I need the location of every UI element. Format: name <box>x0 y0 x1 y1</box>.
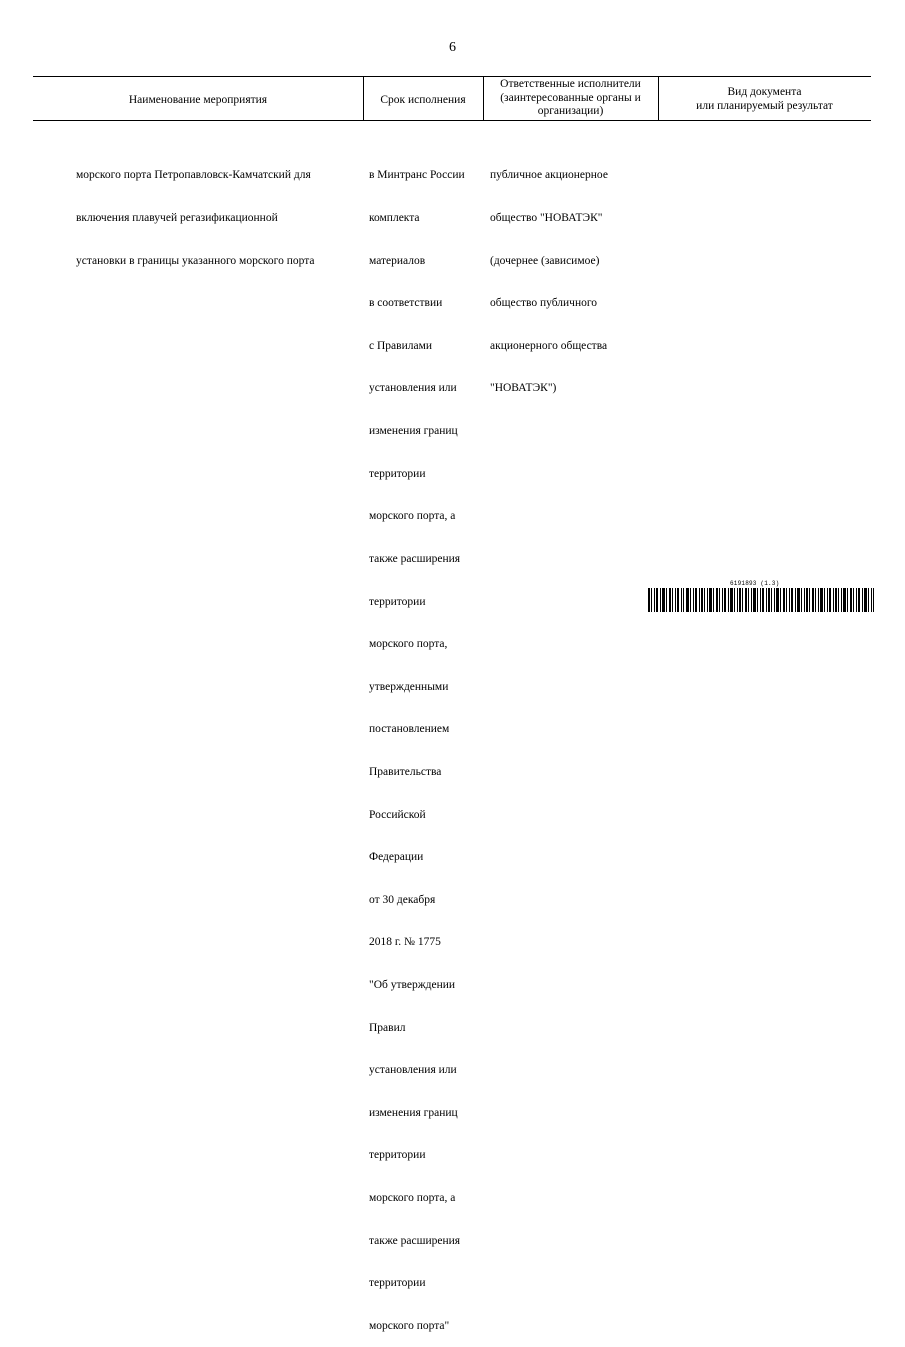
header-responsible: Ответственные исполнители (заинтересованные органы и организации) <box>500 78 641 117</box>
row-activity-cell: морского порта Петропавловск-Камчатский для включения плавучей регазификационной установки в границы указанного морского порта <box>76 169 315 267</box>
barcode <box>648 588 874 612</box>
table-header-bottom-rule <box>33 120 871 121</box>
header-deadline: Срок исполнения <box>380 94 466 106</box>
row-responsible-cell: публичное акционерное общество "НОВАТЭК" (дочернее (зависимое) общество публичного акционерного общества "НОВАТЭК") <box>490 169 608 395</box>
table-top-rule <box>33 76 871 77</box>
barcode-number: 6191893 (1.3) <box>730 580 780 587</box>
header-activity: Наименование мероприятия <box>128 94 268 106</box>
header-result: Вид документа или планируемый результат <box>696 86 833 112</box>
row-deadline-cell: в Минтранс России комплекта материалов в соответствии с Правилами установления или изменения границ территории морского порта, а также расширения территории морского порта, утвержденными постановлением Правительства Российской Федерации от 30 декабря 2018 г. № 1775 "Об утверждении Правил установления или изменения границ территории морского порта, а также расширения территории морского порта" <box>369 169 465 1332</box>
page-number: 6 <box>449 40 456 55</box>
